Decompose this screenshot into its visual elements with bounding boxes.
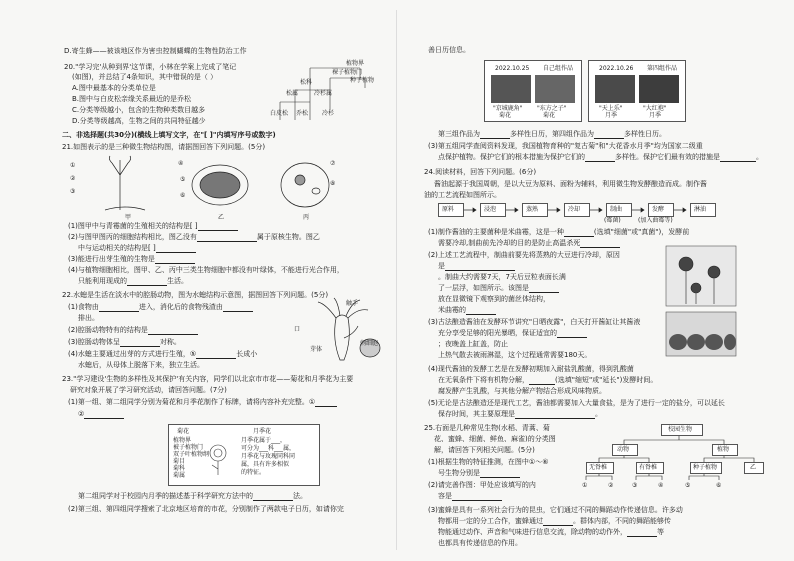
- q24-sub2: (2)上述工艺流程中，制曲前要先将蒸熟的大豆进行冷却，原因: [428, 251, 620, 259]
- card2-line-3: 属，具有许多相似: [241, 461, 290, 468]
- q25-leaf-2: ②: [608, 482, 614, 489]
- q23-sub1: [68, 398, 337, 407]
- q24-s2f: 米曲霉的: [438, 306, 466, 314]
- q21-label-1: ①: [70, 162, 76, 169]
- q22-sub1c: 排出。: [78, 314, 99, 322]
- q25-s3b: 物都用一定的分工合作，蜜蜂通过: [438, 517, 543, 525]
- q25-sub3b: [438, 517, 671, 526]
- q25-sub1b: [438, 469, 520, 478]
- q21-sub2c-blank[interactable]: [156, 245, 196, 253]
- q24-sub4d: 腐发酵产生乳酸，与其他分解产物结合形成风味物质。: [438, 387, 606, 395]
- mold-microscope-photo: [666, 246, 736, 306]
- q23-continued: 善日历信息。: [428, 46, 470, 54]
- q21-sub1-text: (1)图甲中与青霉菌的生殖相关的结构是[ ]: [68, 222, 198, 230]
- q21-sub3-text: (3)能进行出芽生殖的生物是: [68, 255, 155, 263]
- q24-s1c-blank[interactable]: [580, 240, 620, 248]
- q25-invertebrate-label: 无脊椎: [589, 464, 608, 471]
- chrysanthemum-drawing: [203, 439, 233, 475]
- q25-leaf-3: ③: [632, 482, 638, 489]
- q25-sub1: (1)根据生物的特征推测，在图中①～⑥: [428, 458, 549, 466]
- q24-sub2b: [438, 262, 515, 271]
- calendar2-cap2b: 月季: [649, 112, 662, 119]
- q25-sub3: (3)蜜蜂是具有一系列社会行为的昆虫，它们通过不同的舞蹈动作传递信息。许多动: [428, 506, 683, 514]
- right-column: [398, 0, 794, 561]
- hydra-caption-cell: 刺细胞: [360, 340, 379, 347]
- q22-sub3-text-b: 对称。: [159, 338, 181, 346]
- q25-animals-label: 动物: [617, 446, 630, 453]
- q23-sub1-blank[interactable]: [315, 399, 337, 407]
- q23c-blank1[interactable]: [480, 131, 510, 139]
- q24-sub3b: [438, 329, 587, 338]
- hydra-caption-mouth: 口: [294, 326, 301, 333]
- card2-line-2: 月季花与玫瑰同科同: [241, 453, 296, 460]
- flow-sub-1: (加入曲霉等): [638, 217, 673, 224]
- q21-label-jia: 甲: [125, 214, 132, 221]
- q22-stem: 22.水螅是生活在淡水中的腔肠动物，图为水螅结构示意图，据图回答下列问题。(5分): [62, 291, 329, 299]
- calendar1-tag: 自己组作品: [543, 65, 574, 72]
- q25-s2b: 容是: [438, 492, 452, 500]
- q23c-blank3[interactable]: [585, 154, 615, 162]
- q23-stem: 23."学习建设'生物的多样性及其保护'有关内容，同学们以北京市市花——菊花和月季花为主要: [62, 375, 354, 383]
- q25-seed-plants-label: 种子植物: [693, 464, 718, 471]
- flow-step-3-label: 冷却: [568, 206, 581, 213]
- photo-jingcheng-luojiao: [491, 75, 531, 103]
- q24-sub2f: [438, 306, 496, 315]
- q24-s1-blank[interactable]: [564, 229, 594, 237]
- card1-item-0: 植物界: [173, 437, 192, 444]
- q21-sub1-blank[interactable]: [198, 223, 238, 231]
- q24-sub2e: 放在显微镜下观察到的菌丝体结构，: [438, 295, 550, 303]
- flow-step-5-label: 发酵: [652, 206, 665, 213]
- calendar1-cap2: "东方之子": [537, 105, 567, 112]
- q25-sub2: (2)请完善作图：甲处应该填写的内: [428, 481, 536, 489]
- q21-label-6: ⑥: [180, 192, 186, 199]
- q25-leaf-5: ⑤: [685, 482, 691, 489]
- q22-sub4-blank[interactable]: [196, 351, 236, 359]
- q21-label-3: ③: [70, 188, 76, 195]
- q23-method-blank[interactable]: [253, 493, 293, 501]
- q20-stem: 20."学习完'从种到界'这节课，小林在学案上完成了笔记: [64, 63, 237, 71]
- calendar1-cap1b: 菊花: [499, 112, 512, 119]
- q22-sub4-text: (4)水螅主要通过出芽的方式进行生殖，⑤: [68, 350, 197, 358]
- card1-item-2: 双子叶植物纲: [173, 451, 210, 458]
- q23-method-text: 第二组同学对于校园内月季的描述基于科学研究方法中的: [78, 492, 253, 500]
- flow-step-5: [648, 203, 674, 217]
- q25-plants: [712, 444, 738, 456]
- hydra-caption-tentacle: 触手: [346, 300, 359, 307]
- q23-stem2: 研究对象开展了学习研究活动，请回答问题。(7分): [70, 386, 227, 394]
- q24-stem: 24.阅读材料，回答下列问题。(6分): [424, 168, 537, 176]
- q23-sub1b: [78, 410, 124, 419]
- q23c-l1: 第三组作品为: [438, 130, 480, 138]
- q24-s5b-blank[interactable]: [515, 411, 595, 419]
- flow-step-4: [606, 203, 632, 217]
- q21-sub4c-text: 生活。: [167, 277, 188, 285]
- q21-sub2-blank[interactable]: [197, 234, 257, 242]
- q21-microbe-figure: [100, 155, 350, 215]
- q24-s2b: 是: [438, 262, 445, 270]
- q21-sub2c: [78, 244, 196, 253]
- q25-stem3: 解，请回答下列相关问题。(5分): [434, 446, 535, 454]
- calendar2-tag: 第四组作品: [647, 65, 678, 72]
- q23c-l1c: 多样性日历。: [624, 130, 666, 138]
- hydra-figure: [300, 298, 390, 364]
- q25-sub3d: [438, 528, 664, 537]
- q24-s5b: 保存时间，其主要原理是: [438, 410, 515, 418]
- q22-sub2: [68, 326, 198, 335]
- q25-seed-plants: [690, 462, 722, 474]
- q25-stem: 25.右面是几种常见生物(水稻、青蒿、菊: [424, 424, 550, 432]
- calendar1-cap1: "京城鹿角": [493, 105, 523, 112]
- q22-sub2-blank[interactable]: [148, 327, 198, 335]
- q24-s1: (1)制作酱油的主要菌种是米曲霉，这是一种: [428, 228, 564, 236]
- q23-method: [78, 492, 307, 501]
- q23-method-tail: 法。: [293, 492, 307, 500]
- q25-yi-label: 乙: [750, 464, 757, 471]
- q20-tree-fir: 冷杉: [322, 110, 335, 117]
- q25-plants-label: 植物: [717, 446, 730, 453]
- q21-sub1: [68, 222, 238, 231]
- q20-stem2: (如图)，并总结了4条知识，其中错误的是（ ）: [72, 73, 218, 81]
- q25-sub3f: 也都具有传递信息的作用。: [438, 539, 522, 547]
- calendar2-cap1: "天上乐": [599, 105, 623, 112]
- q24-sub3c: [438, 340, 508, 349]
- q21-label-2: ②: [70, 175, 76, 182]
- card1-item-5: 菊属: [173, 472, 186, 479]
- q24-s2d: 了一层浮，如图所示。该图是: [438, 284, 529, 292]
- q22-sub4: [68, 350, 257, 359]
- flow-sub-0: (霉菌): [604, 217, 621, 224]
- q20-tree-family: 松科: [300, 79, 313, 86]
- q19-option-d: D.寄生蜂——被该地区作为害虫控制蝴蝶的生物性防治工作: [64, 47, 247, 55]
- q25-s3c: 。群体内部，不同的舞蹈能够传: [573, 517, 671, 525]
- q24-intro: 酱油起源于我国周朝，是以大豆为原料、面粉为辅料，利用微生物发酵酿造而成。制作酱: [434, 180, 707, 188]
- q22-sub4c: 水螅后，从母体上脱落下来，独立生活。: [78, 361, 204, 369]
- q20-tree-phylum: 裸子植物门: [332, 69, 363, 76]
- card2-line-4: 的特征。: [241, 469, 266, 476]
- q23-sub1-text: (1)第一组、第二组同学分别为菊花和月季花制作了标牌，请将内容补充完整。①: [68, 398, 316, 406]
- q24-sub4b: [438, 376, 657, 385]
- q24-sub5: (5)无论是古法酿造还是现代工艺，酱油都需要加入大量食盐，是为了进行一定的盐分，可以延长: [428, 399, 725, 407]
- q23c-blank2[interactable]: [594, 131, 624, 139]
- q24-sub3: (3)古法酿造酱油在发酵环节讲究"日晒夜露"，白天打开酱缸让其酱液: [428, 318, 641, 326]
- q23-calendar-answer: [438, 130, 666, 139]
- q20-tree-genus-abies: 冷杉属: [314, 90, 333, 97]
- q25-root-label: 校园生物: [668, 426, 693, 433]
- card2-line-0: 月季花属于___，: [241, 437, 287, 444]
- q21-sub3-blank[interactable]: [155, 256, 195, 264]
- q25-s1b: 号生物分别是: [438, 469, 480, 477]
- photo-dahongpao: [639, 75, 679, 103]
- flow-step-3: [564, 203, 590, 217]
- q20-option-d: D.分类等级越高，生物之间的共同特征越少: [72, 117, 206, 125]
- q20-tree-kingdom: 植物界: [346, 60, 365, 67]
- q24-s5c: 。: [595, 410, 602, 418]
- q24-s1c: 需要冷却,制曲前先冷却的目的是防止高温杀死: [438, 239, 581, 247]
- q24-s2b-blank[interactable]: [445, 263, 515, 271]
- calendar2-cap2: "大红袍": [643, 105, 667, 112]
- q21-label-5: ⑤: [180, 176, 186, 183]
- q21-sub2: [68, 233, 320, 242]
- q21-sub4: (4)与植物细胞相比，图甲、乙、丙中三类生物细胞中都没有叶绿体，不能进行光合作用，: [68, 266, 344, 274]
- q22-sub1-blank2[interactable]: [223, 304, 253, 312]
- q22-sub3-text: (3)腔肠动物体呈: [68, 338, 120, 346]
- q20-tree-seed: 种子植物: [350, 77, 375, 84]
- card1-item-4: 菊科: [173, 465, 186, 472]
- flow-step-0-label: 原料: [442, 206, 455, 213]
- calendar1-cap2b: 菊花: [543, 112, 556, 119]
- q22-sub3-blank[interactable]: [120, 339, 160, 347]
- q21-sub2c-text: 中与运动相关的结构是[ ]: [78, 244, 156, 252]
- flow-step-2: [522, 203, 548, 217]
- flow-step-6-label: 淋油: [694, 206, 707, 213]
- q22-sub1-blank[interactable]: [99, 304, 139, 312]
- q21-stem: 21.如图表示的是三种微生物结构图，请据图回答下列问题。(5分): [62, 143, 266, 151]
- card1-item-3: 菊目: [173, 458, 186, 465]
- q23-sub1b-text: ②: [78, 410, 85, 418]
- photo-dongfang-zhizi: [535, 75, 575, 103]
- calendar-chrysanthemum: [484, 60, 582, 122]
- q20-option-b: B.图中与白皮松亲缘关系最近的是乔松: [72, 95, 192, 103]
- q24-s3b-blank[interactable]: [557, 330, 587, 338]
- q24-s1b: (选填"细菌"或"真菌")，发酵前: [593, 228, 690, 236]
- q25-s3d-blank[interactable]: [627, 529, 657, 537]
- q21-label-8: ⑧: [330, 180, 336, 187]
- q25-leaf-6: ⑥: [716, 482, 722, 489]
- card2-line-1: 可分为___科___属，: [241, 445, 296, 452]
- card1-item-1: 被子植物门: [173, 444, 204, 451]
- q23-sub3: (3)第五组同学查阅资料发现，我国植物育种的"复古菊"和"大花香水月季"均为国家二级重: [428, 142, 703, 150]
- q25-leaf-4: ④: [658, 482, 664, 489]
- card-chrysanthemum-title: 菊花: [177, 428, 190, 435]
- q22-sub4-text-b: 长成小: [236, 350, 258, 358]
- q22-sub1-text-b: 进入，消化后的食物残渣由: [138, 303, 223, 311]
- q25-leaf-1: ①: [582, 482, 588, 489]
- q22-sub1: [68, 303, 253, 312]
- q23-sub1b-blank[interactable]: [84, 411, 124, 419]
- q21-sub4b-blank[interactable]: [127, 278, 167, 286]
- photo-tianshangle: [595, 75, 635, 103]
- card-rose-title: 月季花: [253, 428, 272, 435]
- q21-sub4b-text: 只能利用现成的: [78, 277, 127, 285]
- q20-tree-bark-pine: 白皮松: [270, 110, 289, 117]
- q25-s1b-blank[interactable]: [480, 470, 520, 478]
- q24-s2d-blank[interactable]: [529, 285, 559, 293]
- q20-option-a: A.图中最基本的分类单位是: [72, 84, 156, 92]
- q23c-l2b: 点保护植物。保护它们的根本措施为保护它们的: [438, 153, 585, 161]
- q25-tree-root: [661, 424, 703, 436]
- q24-sub1c: [438, 239, 620, 248]
- q21-sub3: [68, 255, 195, 264]
- q25-animals: [612, 444, 638, 456]
- q25-stem2: 花、蜜蜂、细菌、鲜鱼、麻雀)的分类图: [434, 435, 556, 443]
- q24-sub2d: [438, 284, 559, 293]
- q23-sub3b: [438, 153, 763, 162]
- q24-sub2c: 。制曲大约需要7天，7天后豆粒表面长满: [438, 273, 566, 281]
- calendar2-date: 2022.10.26: [599, 65, 634, 72]
- q21-label-4: ④: [178, 160, 184, 167]
- section-two-heading: 二、非选择题(共30分)(横线上填写文字，在"[ ]"内填写序号或数字): [62, 131, 276, 139]
- q24-sub1: [428, 228, 689, 237]
- q25-s3e: 等: [657, 528, 664, 536]
- hydra-caption-bud: 芽体: [310, 346, 323, 353]
- q21-sub2-text: (2)与图甲图丙的细胞结构相比，图乙没有: [68, 233, 197, 241]
- calendar2-cap1b: 月季: [605, 112, 618, 119]
- q25-s2b-blank[interactable]: [452, 493, 502, 501]
- q21-sub2-text-b: 属于原核生物。图乙: [256, 233, 320, 241]
- q24-s3c: ；夜晚盖上缸盖，防止: [438, 340, 508, 348]
- q23-plant-cards: [168, 424, 320, 486]
- calendar-rose: [588, 60, 686, 122]
- flow-step-1: [480, 203, 506, 217]
- flow-step-0: [438, 203, 464, 217]
- q20-tree-qiao-pine: 乔松: [296, 110, 309, 117]
- q24-s3b: 充分享受足够的阳光暴晒，保证适宜的: [438, 329, 557, 337]
- q22-sub2-text: (2)腔肠动物特有的结构是: [68, 326, 148, 334]
- flow-step-6: [690, 203, 716, 217]
- q24-sub3d: 上热气散去被雨淋湿，这个过程通常需要180天。: [438, 351, 592, 359]
- q24-sub5b: [438, 410, 602, 419]
- q21-label-yi: 乙: [218, 214, 225, 221]
- q24-s4c: (选填"缩短"或"延长")发酵时间。: [555, 376, 658, 384]
- flow-step-2-label: 蒸熟: [526, 206, 539, 213]
- q25-vertebrate-label: 有脊椎: [639, 464, 658, 471]
- q23-sub2: (2)第三组、第四组同学搜索了北京地区培育的市花，分别制作了两款电子日历，如请你完: [68, 505, 344, 513]
- q21-sub4b: [78, 277, 188, 286]
- flow-step-1-label: 浸泡: [484, 206, 497, 213]
- q25-sub2b: [438, 492, 502, 501]
- q24-sub4: (4)现代酱油的发酵工艺是在发酵初期加入耐盐乳酸菌，得到乳酸菌: [428, 365, 634, 373]
- q25-s3b-blank[interactable]: [543, 518, 573, 526]
- q24-s2f-blank[interactable]: [466, 307, 496, 315]
- q21-label-7: ⑦: [330, 160, 336, 167]
- q23c-l2c: 多样性。保护它们最有效的措施是: [615, 153, 720, 161]
- q23c-l2d: 。: [756, 153, 763, 161]
- flow-step-4-label: 制曲: [610, 206, 623, 213]
- q20-option-c: C.分类等级越小，包含的生物种类数目越多: [72, 106, 206, 114]
- q24-s4b-blank[interactable]: [529, 377, 555, 385]
- calendar1-date: 2022.10.25: [495, 65, 530, 72]
- q25-box-yi: [744, 462, 764, 474]
- q23c-l1b: 多样性日历，第四组作品为: [510, 130, 594, 138]
- q21-label-bing: 丙: [303, 214, 310, 221]
- q22-sub3: [68, 338, 181, 347]
- q20-tree-genus-pinus: 松属: [286, 90, 299, 97]
- q23c-blank4[interactable]: [720, 154, 756, 162]
- sauce-jars-photo: [666, 312, 736, 356]
- q25-s3d: 物能通过动作、声音和气味进行信息交流，除动物的动作外，: [438, 528, 627, 536]
- q25-invertebrate: [586, 462, 614, 474]
- q24-intro2: 油的工艺流程如图所示。: [424, 191, 501, 199]
- q24-s4b: 在无氧条件下将有机物分解，: [438, 376, 529, 384]
- q25-vertebrate: [636, 462, 664, 474]
- q22-sub1-text: (1)食物由: [68, 303, 99, 311]
